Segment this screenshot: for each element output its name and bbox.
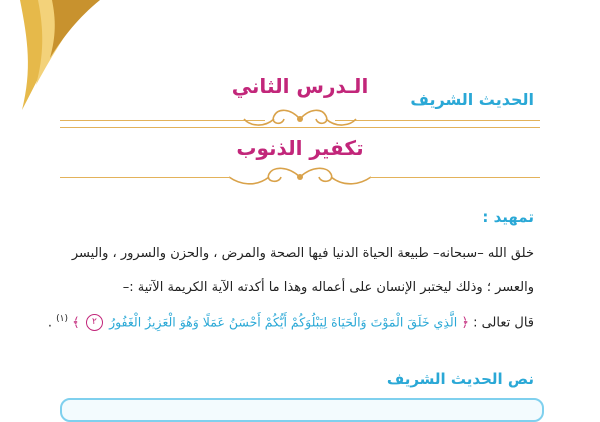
verse-line [34, 314, 534, 331]
lesson-title: الـدرس الثاني [231, 74, 369, 98]
hadith-text-box [60, 398, 544, 422]
gold-corner-ornament [0, 0, 110, 110]
subtitle-rule-left [60, 177, 230, 178]
verse-open-bracket: ﴿ [461, 315, 469, 331]
verse-intro: قال تعالى : [473, 315, 534, 331]
ayah-number-marker: ٢ [86, 314, 103, 331]
sentence-period: . [47, 315, 52, 331]
section-label: الحديث الشريف [410, 90, 534, 109]
header-rule-left [60, 120, 265, 121]
footnote-reference: (١) [56, 314, 69, 324]
subtitle-rule-right [370, 177, 540, 178]
header-rule-right [335, 120, 540, 121]
hadith-text-heading: نص الحديث الشريف [386, 370, 534, 388]
verse-close-bracket: ﴾ [72, 315, 80, 331]
quran-verse: الَّذِي خَلَقَ الْمَوْتَ وَالْحَيَاةَ لِيَبْلُوَكُمْ أَيُّكُمْ أَحْسَنُ عَمَلًا وَهُوَ الْعَزِيزُ الْغَفُورُ [109, 314, 458, 330]
flourish-ornament-top [240, 106, 360, 132]
intro-heading: تمهيد : [482, 208, 534, 226]
intro-line-2: والعسر ؛ وذلك ليختبر الإنسان على أعماله وهذا ما أكدته الآية الكريمة الآتية :– [122, 280, 534, 295]
intro-line-1: خلق الله –سبحانه– طبيعة الحياة الدنيا فيها الصحة والمرض ، والحزن والسرور ، واليسر [71, 246, 534, 261]
flourish-ornament-bottom [225, 164, 375, 190]
lesson-subtitle: تكفير الذنوب [236, 136, 364, 160]
